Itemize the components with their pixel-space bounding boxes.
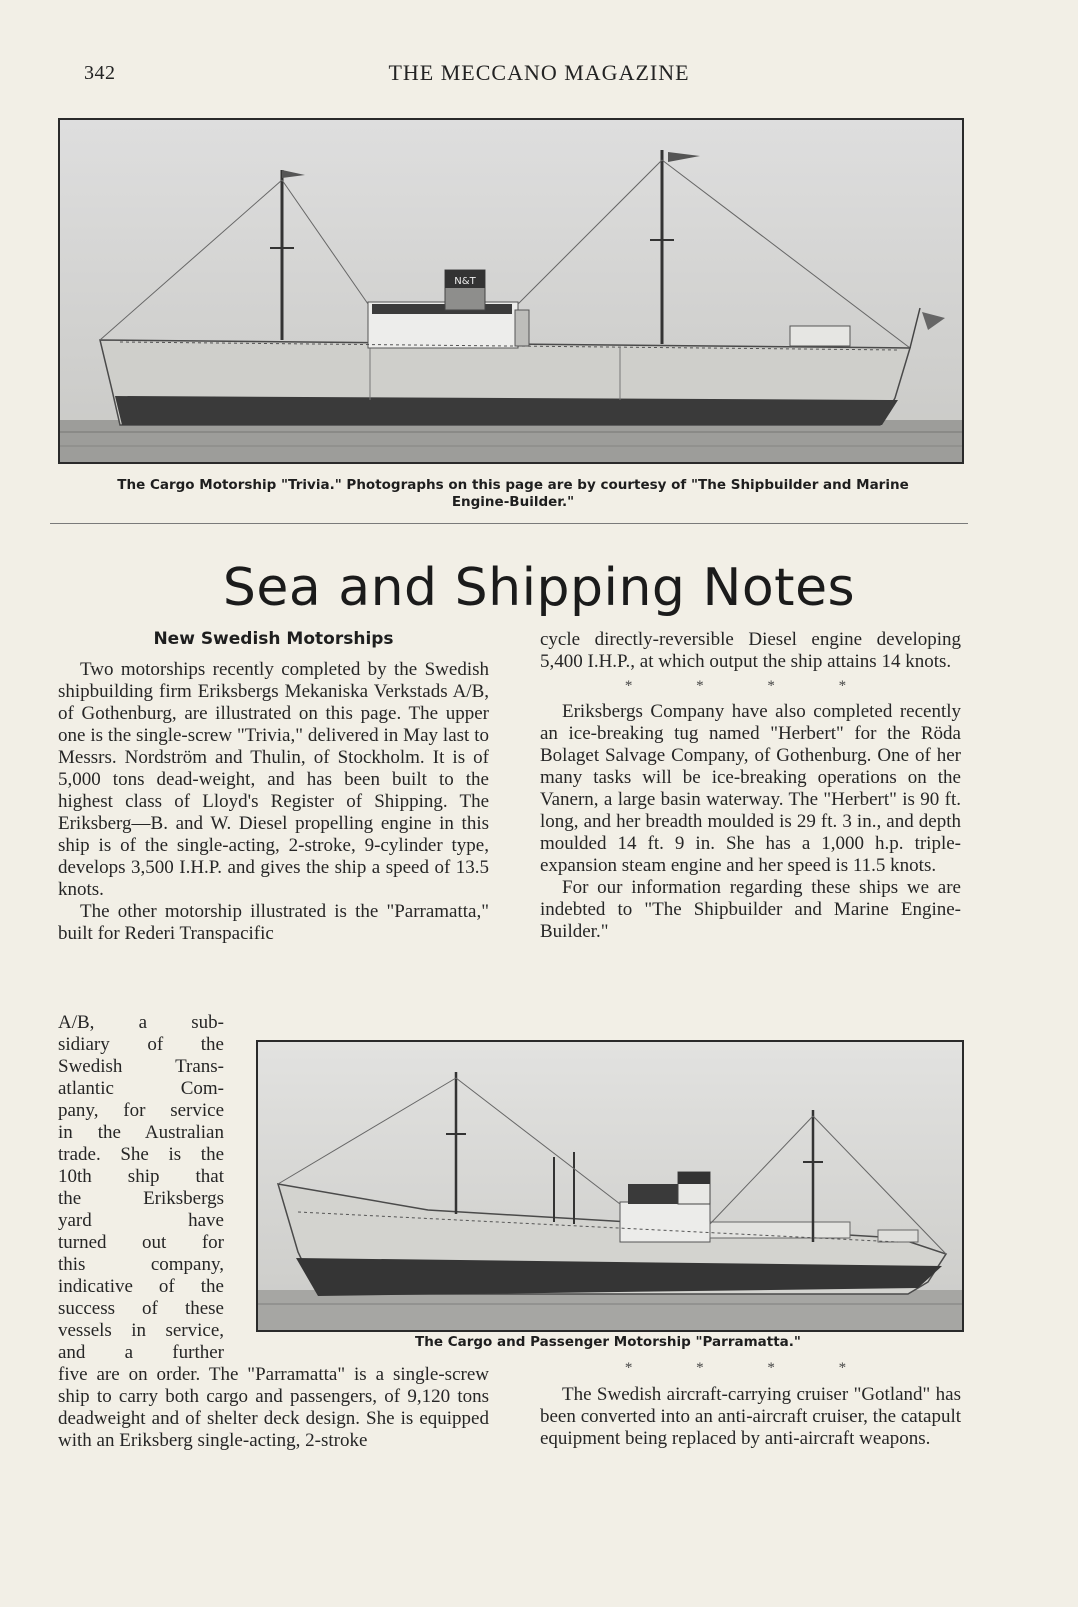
- narrow-line: sidiary of the: [58, 1034, 224, 1055]
- narrow-line: success of these: [58, 1298, 224, 1319]
- right-para-1: cycle directly-reversible Diesel engine developing 5,400 I.H.P., at which output the ship attains 14 knots.: [540, 629, 961, 672]
- trivia-caption: [58, 477, 968, 511]
- trivia-caption-line1: The Cargo Motorship "Trivia." Photographs on this page are by courtesy of "The Shipbuilder and Marine: [117, 477, 909, 493]
- narrow-line: A/B, a sub-: [58, 1012, 224, 1033]
- section-heading: New Swedish Motorships: [153, 629, 394, 649]
- parramatta-photo: [256, 1040, 964, 1332]
- running-head: THE MECCANO MAGAZINE: [388, 60, 690, 85]
- left-column-upper: [58, 628, 489, 945]
- left-narrow-column: [58, 1012, 224, 1364]
- page-number: 342: [84, 62, 116, 84]
- narrow-line: this company,: [58, 1254, 224, 1275]
- narrow-line: Swedish Trans-: [58, 1056, 224, 1077]
- left-para-3: five are on order. The "Parramatta" is a single-screw ship to carry both cargo and passengers, of 9,120 tons deadweight and of shelter deck design. She is equipped with an Eriksberg single-acting, 2-stroke: [58, 1364, 489, 1451]
- left-para-2: The other motorship illustrated is the "Parramatta," built for Rederi Transpacific: [58, 901, 489, 944]
- parramatta-caption: The Cargo and Passenger Motorship "Parramatta.": [415, 1334, 801, 1350]
- trivia-photo: [58, 118, 964, 464]
- narrow-line: yard have: [58, 1210, 224, 1231]
- narrow-line: trade. She is the: [58, 1144, 224, 1165]
- right-para-3: For our information regarding these ships we are indebted to "The Shipbuilder and Marine Engine-Builder.": [540, 877, 961, 942]
- narrow-line: 10th ship that: [58, 1166, 224, 1187]
- right-para-2: Eriksbergs Company have also completed recently an ice-breaking tug named "Herbert" for the Röda Bolaget Salvage Company, of Gothenburg. One of her many tasks will be ice-breaking operations on the Vanern, a large basin waterway. The "Herbert" is 90 ft. long, and her breadth moulded is 29 ft. 3 in., and depth moulded 14 ft. 9 in. She has a 1,000 h.p. triple-expansion steam engine and her speed is 11.5 knots.: [540, 701, 961, 876]
- article-title: Sea and Shipping Notes: [222, 558, 856, 618]
- narrow-line: turned out for: [58, 1232, 224, 1253]
- narrow-line: the Eriksbergs: [58, 1188, 224, 1209]
- narrow-line: and a further: [58, 1342, 224, 1363]
- section-separator: * * * *: [624, 1360, 877, 1376]
- trivia-ship-illustration: [60, 120, 962, 462]
- right-column-upper: [540, 629, 961, 943]
- narrow-line: vessels in service,: [58, 1320, 224, 1341]
- right-para-4: The Swedish aircraft-carrying cruiser "Gotland" has been converted into an anti-aircraft cruiser, the catapult equipment being replaced by anti-aircraft weapons.: [540, 1384, 961, 1449]
- narrow-line: indicative of the: [58, 1276, 224, 1297]
- right-column-lower: [540, 1357, 961, 1450]
- section-separator: * * * *: [624, 678, 877, 694]
- left-column-lower: [58, 1364, 489, 1452]
- divider-rule: [50, 523, 968, 524]
- narrow-line: pany, for service: [58, 1100, 224, 1121]
- trivia-caption-line2: Engine-Builder.": [451, 494, 575, 510]
- narrow-line: in the Australian: [58, 1122, 224, 1143]
- parramatta-ship-illustration: [258, 1042, 962, 1330]
- narrow-line: atlantic Com-: [58, 1078, 224, 1099]
- left-para-1: Two motorships recently completed by the Swedish shipbuilding firm Eriksbergs Mekaniska Verkstads A/B, of Gothenburg, are illustrated on this page. The upper one is the single-screw "Trivia," delivered in May last to Messrs. Nordström and Thulin, of Stockholm. It is of 5,000 tons dead-weight, and has been built to the highest class of Lloyd's Register of Shipping. The Eriksberg—B. and W. Diesel propelling engine in this ship is of the single-acting, 2-stroke, 9-cylinder type, develops 3,500 I.H.P. and gives the ship a speed of 13.5 knots.: [58, 659, 489, 900]
- funnel-marking: N&T: [454, 276, 476, 287]
